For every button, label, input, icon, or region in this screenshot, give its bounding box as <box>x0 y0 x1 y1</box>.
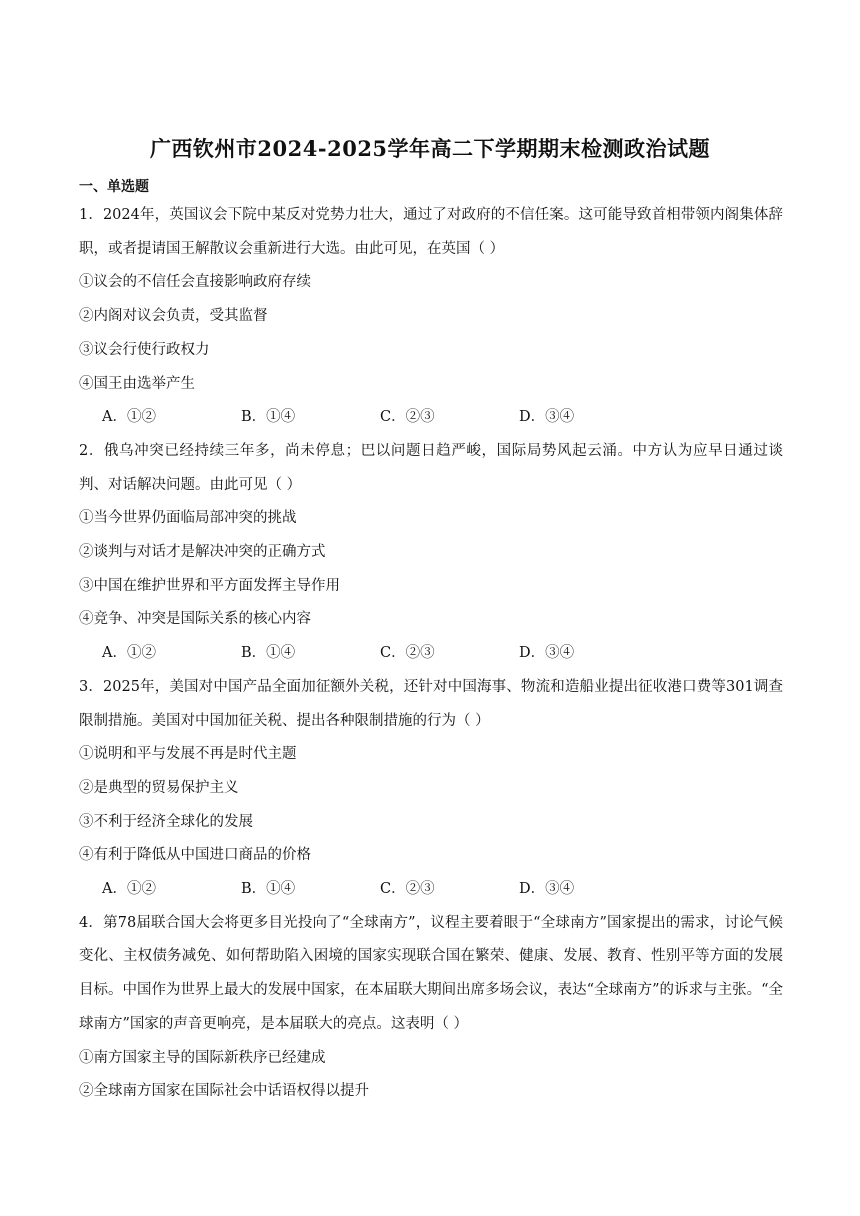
answer-choices <box>79 873 783 907</box>
statement-option: ②是典型的贸易保护主义 <box>79 779 239 796</box>
question-4 <box>79 907 783 1109</box>
statement-option: ①当今世界仍面临局部冲突的挑战 <box>79 510 297 527</box>
choice-b: B．①④ <box>241 409 296 426</box>
answer-choices <box>79 637 783 671</box>
choice-a: A．①② <box>102 645 156 662</box>
choice-a: A．①② <box>102 409 156 426</box>
answer-choices <box>79 401 783 435</box>
choice-b: B．①④ <box>241 881 296 898</box>
question-stem: 4．第78届联合国大会将更多目光投向了“全球南方”，议程主要着眼于“全球南方”国家提出的需求，讨论气候变化、主权债务减免、如何帮助陷入困境的国家实现联合国在繁荣、健康、发展、教育、性别平等方面的发展目标。中国作为世界上最大的发展中国家，在本届联大期间出席多场会议，表达“全球南方”的诉求与主张。“全球南方”国家的声音更响亮，是本届联大的亮点。这表明（ ） <box>79 914 783 1032</box>
question-3 <box>79 671 783 907</box>
section-heading: 一、单选题 <box>79 179 149 195</box>
question-stem: 2．俄乌冲突已经持续三年多，尚未停息；巴以问题日趋严峻，国际局势风起云涌。中方认为应早日通过谈判、对话解决问题。由此可见（ ） <box>79 442 783 493</box>
statement-option: ③议会行使行政权力 <box>79 341 210 358</box>
statement-option: ④国王由选举产生 <box>79 375 195 392</box>
statement-option: ①南方国家主导的国际新秩序已经建成 <box>79 1049 326 1066</box>
question-1 <box>79 199 783 435</box>
statement-option: ①议会的不信任会直接影响政府存续 <box>79 274 311 291</box>
statement-option: ②全球南方国家在国际社会中话语权得以提升 <box>79 1083 369 1100</box>
statement-option: ③中国在维护世界和平方面发挥主导作用 <box>79 577 340 594</box>
statement-option: ②内阁对议会负责，受其监督 <box>79 308 268 325</box>
choice-b: B．①④ <box>241 645 296 662</box>
choice-c: C．②③ <box>380 645 435 662</box>
page-title: 广西钦州市2024-2025学年高二下学期期末检测政治试题 <box>149 136 711 161</box>
question-stem: 1．2024年，英国议会下院中某反对党势力壮大，通过了对政府的不信任案。这可能导致首相带领内阁集体辞职，或者提请国王解散议会重新进行大选。由此可见，在英国（ ） <box>79 207 783 257</box>
choice-c: C．②③ <box>380 881 435 898</box>
statement-option: ①说明和平与发展不再是时代主题 <box>79 746 297 763</box>
statement-option: ③不利于经济全球化的发展 <box>79 813 253 830</box>
statement-option: ④有利于降低从中国进口商品的价格 <box>79 847 311 864</box>
choice-d: D．③④ <box>519 881 575 898</box>
statement-option: ②谈判与对话才是解决冲突的正确方式 <box>79 544 326 561</box>
choice-a: A．①② <box>102 881 156 898</box>
choice-d: D．③④ <box>519 409 575 426</box>
statement-option: ④竞争、冲突是国际关系的核心内容 <box>79 611 311 628</box>
question-2 <box>79 435 783 671</box>
question-stem: 3．2025年，美国对中国产品全面加征额外关税，还针对中国海事、物流和造船业提出征收港口费等301调查限制措施。美国对中国加征关税、提出各种限制措施的行为（ ） <box>79 678 783 729</box>
choice-c: C．②③ <box>380 409 435 426</box>
question-list <box>79 199 783 1109</box>
choice-d: D．③④ <box>519 645 575 662</box>
